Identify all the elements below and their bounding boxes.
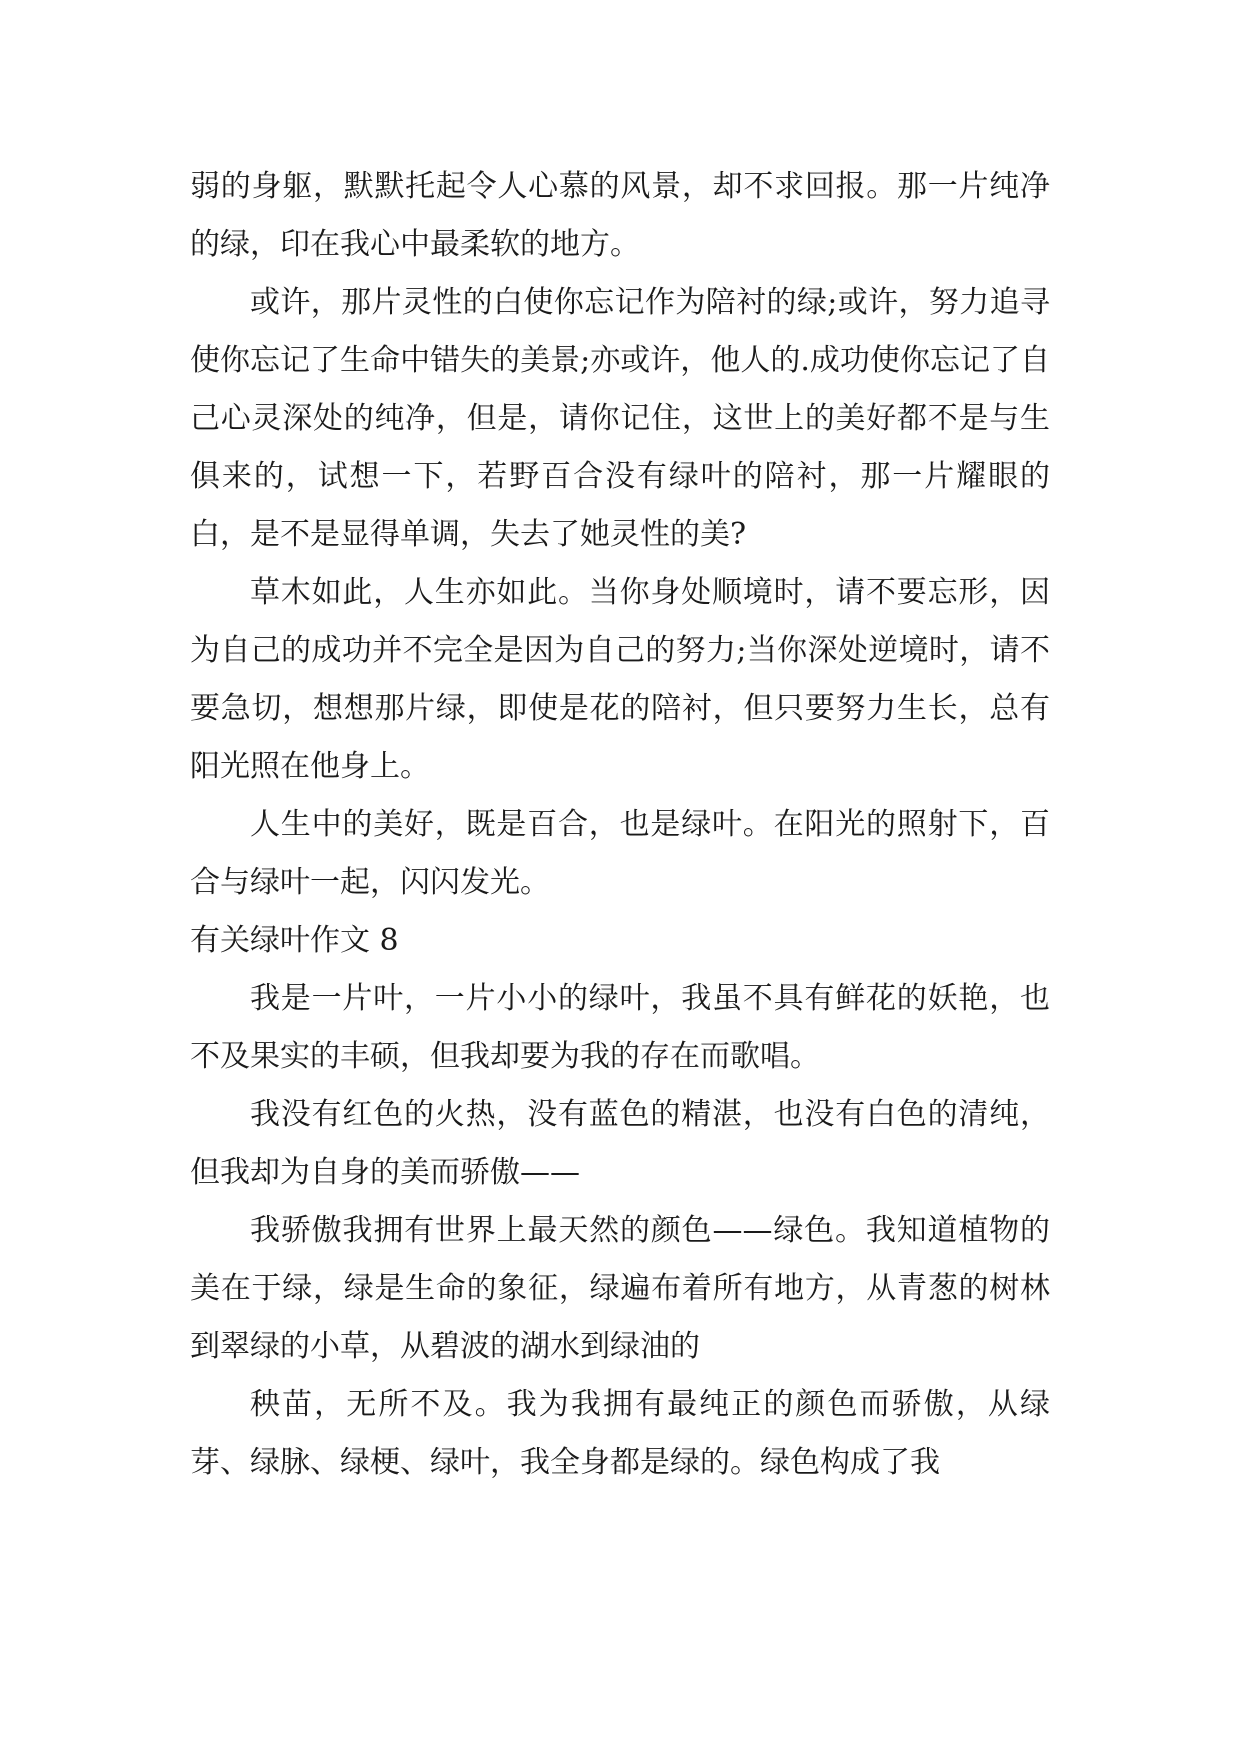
paragraph-8: 秧苗，无所不及。我为我拥有最纯正的颜色而骄傲，从绿芽、绿脉、绿梗、绿叶，我全身都是绿的。绿色构成了我	[190, 1387, 1050, 1480]
paragraph-4: 人生中的美好，既是百合，也是绿叶。在阳光的照射下，百合与绿叶一起，闪闪发光。	[190, 807, 1050, 900]
paragraph-6: 我没有红色的火热，没有蓝色的精湛，也没有白色的清纯，但我却为自身的美而骄傲——	[190, 1097, 1050, 1190]
paragraph-7: 我骄傲我拥有世界上最天然的颜色——绿色。我知道植物的美在于绿，绿是生命的象征，绿遍布着所有地方，从青葱的树林到翠绿的小草，从碧波的湖水到绿油的	[190, 1213, 1050, 1364]
paragraph-5: 我是一片叶，一片小小的绿叶，我虽不具有鲜花的妖艳，也不及果实的丰硕，但我却要为我的存在而歌唱。	[190, 981, 1050, 1074]
paragraph-3: 草木如此，人生亦如此。当你身处顺境时，请不要忘形，因为自己的成功并不完全是因为自己的努力;当你深处逆境时，请不要急切，想想那片绿，即使是花的陪衬，但只要努力生长，总有阳光照在他身上。	[190, 575, 1050, 784]
paragraph-2: 或许，那片灵性的白使你忘记作为陪衬的绿;或许，努力追寻使你忘记了生命中错失的美景;亦或许，他人的.成功使你忘记了自己心灵深处的纯净，但是，请你记住，这世上的美好都不是与生俱来的，试想一下，若野百合没有绿叶的陪衬，那一片耀眼的白，是不是显得单调，失去了她灵性的美?	[190, 285, 1050, 552]
document-page	[190, 158, 1050, 1492]
section-heading: 有关绿叶作文 8	[190, 923, 399, 958]
paragraph-1: 弱的身躯，默默托起令人心慕的风景，却不求回报。那一片纯净的绿，印在我心中最柔软的地方。	[190, 169, 1050, 262]
